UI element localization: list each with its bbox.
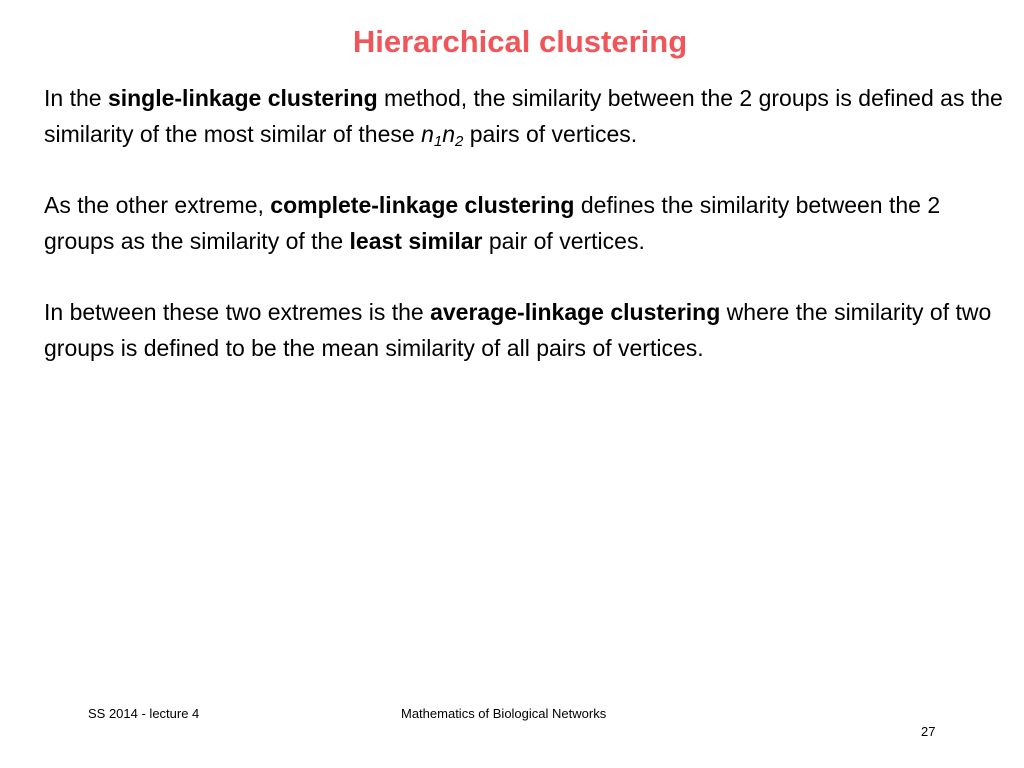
term-complete-linkage: complete-linkage clustering xyxy=(270,192,575,218)
paragraph-average-linkage xyxy=(44,294,1004,366)
slide-body xyxy=(44,80,1004,401)
text-run: method, the similarity between the 2 groups is defined as the similarity of the most similar of these xyxy=(44,85,1003,147)
page-number: 27 xyxy=(921,724,936,739)
text-run: In between these two extremes is the xyxy=(44,299,431,325)
term-average-linkage: average-linkage clustering xyxy=(430,299,721,325)
paragraph-single-linkage xyxy=(44,80,1004,152)
text-run: pair of vertices. xyxy=(482,228,645,254)
term-least-similar: least similar xyxy=(349,228,483,254)
math-n2 xyxy=(442,121,464,150)
math-subscript: 1 xyxy=(433,133,443,150)
text-run: defines the similarity between the 2 groups as the similarity of the xyxy=(44,192,941,254)
text-run: As the other extreme, xyxy=(44,192,271,218)
term-single-linkage: single-linkage clustering xyxy=(107,85,378,111)
math-var: n xyxy=(442,121,455,147)
footer-course-title: Mathematics of Biological Networks xyxy=(401,706,607,721)
text-run: where the similarity of two groups is defined to be the mean similarity of all pairs of vertices. xyxy=(44,299,992,361)
math-subscript: 2 xyxy=(455,133,464,150)
footer-lecture-label: SS 2014 - lecture 4 xyxy=(88,706,200,721)
math-n1 xyxy=(421,121,443,150)
text-run: In the xyxy=(44,85,108,111)
slide-title: Hierarchical clustering xyxy=(352,24,688,59)
text-run: pairs of vertices. xyxy=(463,121,638,147)
paragraph-complete-linkage xyxy=(44,187,1004,259)
math-var: n xyxy=(421,121,434,147)
